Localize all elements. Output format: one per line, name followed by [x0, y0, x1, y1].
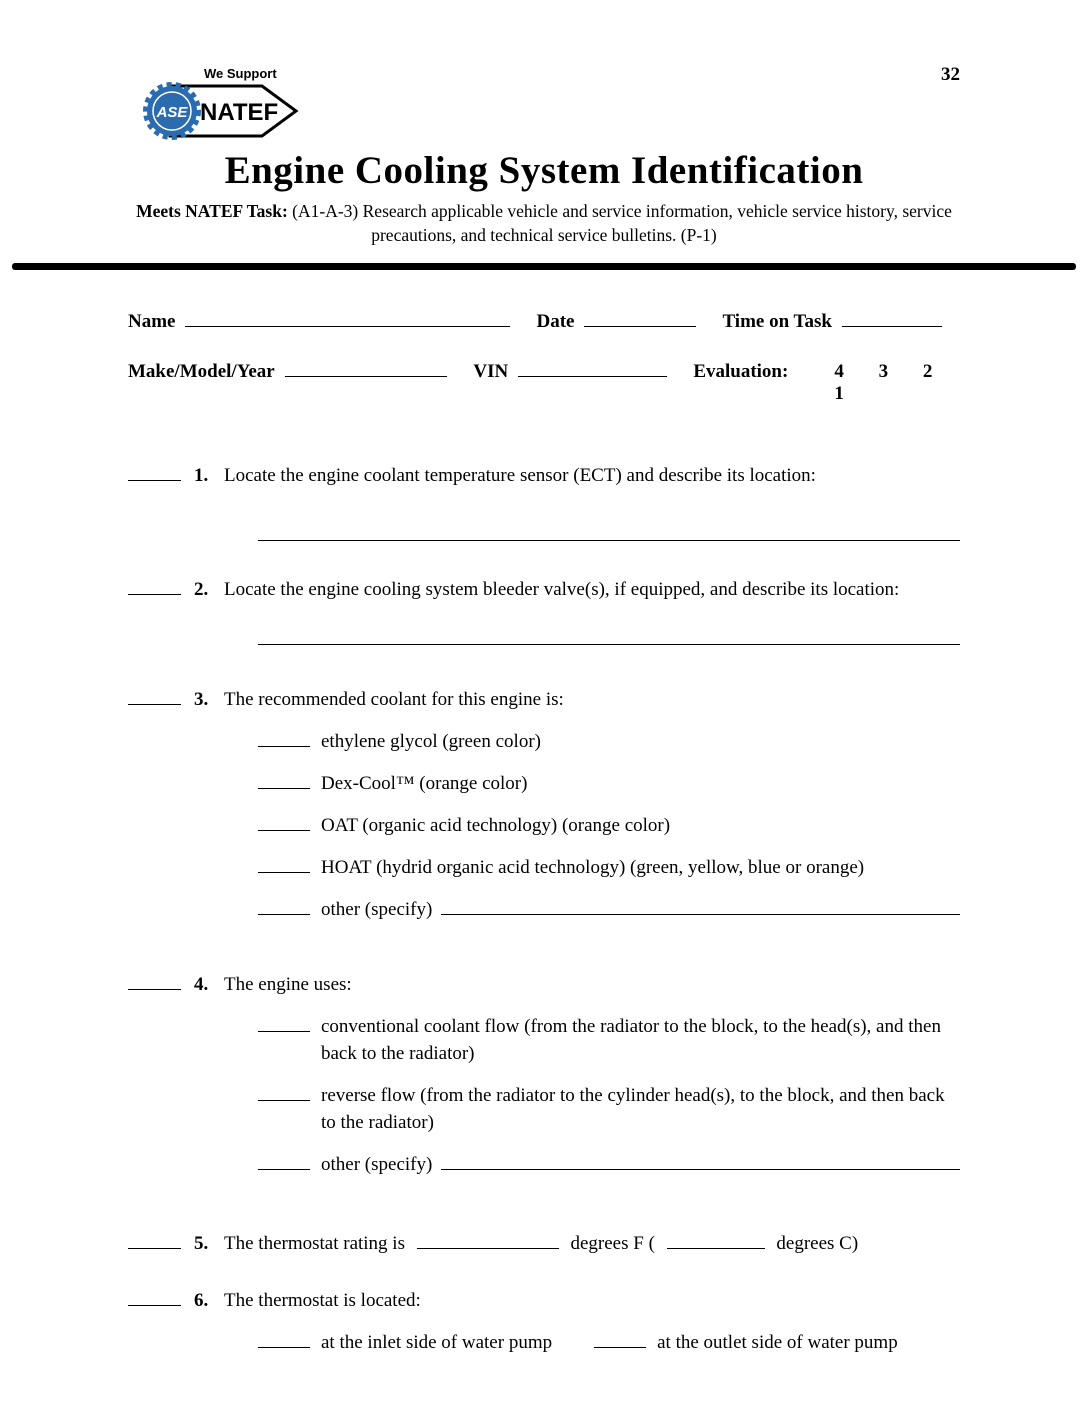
- q3-option-1-checkblank[interactable]: [258, 730, 310, 747]
- q6-inlet-label: at the inlet side of water pump: [321, 1331, 553, 1353]
- q3-option-2-label: Dex-Cool™ (orange color): [321, 773, 528, 795]
- logo-natef-text: NATEF: [200, 99, 279, 126]
- q4-option-2-label: reverse flow (from the radiator to the cylinder head(s), to the block, and then back to the radiator): [321, 1084, 945, 1133]
- q6-inlet-checkblank[interactable]: [258, 1331, 310, 1348]
- q4-options: [258, 1014, 960, 1179]
- make-model-year-label: Make/Model/Year: [128, 361, 275, 383]
- question-6: [128, 1288, 960, 1315]
- header-form-row-2: [128, 360, 960, 405]
- evaluation-score-3: 3: [878, 361, 889, 383]
- page-title: Engine Cooling System Identification: [224, 149, 864, 192]
- q4-text: The engine uses:: [224, 974, 352, 996]
- header-form-row-1: [128, 310, 960, 333]
- q2-number: 2.: [194, 579, 209, 601]
- task-text: (A1-A-3) Research applicable vehicle and service information, vehicle service history, service precautions, and technical service bulletins. (P-1): [292, 201, 952, 246]
- q3-option-hoat: [258, 855, 960, 882]
- vin-label: VIN: [473, 361, 509, 383]
- natef-logo: [130, 56, 310, 156]
- q5-degrees-c-field[interactable]: [667, 1232, 765, 1249]
- question-1: [128, 463, 960, 490]
- q4-option-1-label: conventional coolant flow (from the radiator to the block, to the head(s), and then back to the radiator): [321, 1016, 941, 1064]
- q1-text: Locate the engine coolant temperature sensor (ECT) and describe its location:: [224, 465, 816, 487]
- page-number: 32: [941, 64, 960, 85]
- q3-text: The recommended coolant for this engine is:: [224, 689, 564, 711]
- task-label: Meets NATEF Task:: [136, 201, 288, 221]
- question-4: [128, 972, 960, 999]
- q3-option-5-checkblank[interactable]: [258, 898, 310, 915]
- q1-score-blank[interactable]: [128, 464, 181, 481]
- q4-option-1-checkblank[interactable]: [258, 1015, 310, 1032]
- evaluation-score-4: 4: [834, 361, 844, 383]
- q3-option-4-label: HOAT (hydrid organic acid technology) (green, yellow, blue or orange): [321, 857, 865, 879]
- q3-option-dex-cool: [258, 771, 960, 798]
- date-label: Date: [536, 311, 575, 333]
- q1-number: 1.: [194, 465, 209, 487]
- natef-logo-graphic: [130, 56, 310, 156]
- evaluation-label: Evaluation:: [693, 361, 789, 383]
- name-field[interactable]: [185, 310, 510, 327]
- q3-option-other: [258, 897, 960, 924]
- q2-text: Locate the engine cooling system bleeder valve(s), if equipped, and describe its location:: [224, 579, 900, 601]
- worksheet-content: [0, 310, 1088, 1356]
- q3-option-3-checkblank[interactable]: [258, 814, 310, 831]
- natef-task-statement: [119, 199, 969, 247]
- divider-bar: [12, 263, 1076, 270]
- q1-answer-line[interactable]: [258, 540, 960, 541]
- q4-option-reverse-flow: [258, 1083, 960, 1137]
- q3-option-4-checkblank[interactable]: [258, 856, 310, 873]
- q3-options: [258, 729, 960, 924]
- q5-score-blank[interactable]: [128, 1232, 181, 1249]
- q4-option-3-checkblank[interactable]: [258, 1153, 310, 1170]
- q5-text-part1: The thermostat rating is: [224, 1232, 405, 1254]
- q6-score-blank[interactable]: [128, 1289, 181, 1306]
- q3-other-specify-field[interactable]: [441, 898, 960, 915]
- q4-option-other: [258, 1152, 960, 1179]
- q6-options: [258, 1330, 960, 1357]
- logo-ase-text: ASE: [156, 104, 188, 121]
- make-model-year-field[interactable]: [285, 360, 448, 377]
- q4-other-specify-field[interactable]: [441, 1153, 960, 1170]
- q3-number: 3.: [194, 689, 209, 711]
- q3-option-5-label: other (specify): [321, 899, 433, 921]
- q6-outlet-label: at the outlet side of water pump: [657, 1331, 898, 1353]
- time-on-task-field[interactable]: [842, 310, 942, 327]
- question-2: [128, 577, 960, 604]
- q3-option-ethylene-glycol: [258, 729, 960, 756]
- q6-text: The thermostat is located:: [224, 1289, 421, 1311]
- q4-score-blank[interactable]: [128, 973, 181, 990]
- q3-option-1-label: ethylene glycol (green color): [321, 731, 541, 753]
- vin-field[interactable]: [518, 360, 667, 377]
- evaluation-score-1: 1: [834, 383, 844, 405]
- q6-option-row: [258, 1330, 960, 1357]
- q5-text-part3: degrees C): [776, 1232, 859, 1254]
- q6-outlet-checkblank[interactable]: [594, 1331, 646, 1348]
- q3-option-2-checkblank[interactable]: [258, 772, 310, 789]
- q5-number: 5.: [194, 1232, 209, 1254]
- logo-support-text: We Support: [204, 66, 277, 81]
- time-on-task-label: Time on Task: [722, 311, 832, 333]
- q4-option-2-checkblank[interactable]: [258, 1084, 310, 1101]
- date-field[interactable]: [584, 310, 696, 327]
- q5-text-part2: degrees F (: [570, 1232, 655, 1254]
- question-5: [128, 1231, 960, 1258]
- name-label: Name: [128, 311, 176, 333]
- q4-number: 4.: [194, 974, 209, 996]
- q2-score-blank[interactable]: [128, 578, 181, 595]
- evaluation-score-2: 2: [922, 361, 933, 383]
- q3-option-3-label: OAT (organic acid technology) (orange color): [321, 815, 671, 837]
- q5-text: [224, 1231, 960, 1258]
- q3-option-oat: [258, 813, 960, 840]
- question-3: [128, 687, 960, 714]
- q3-score-blank[interactable]: [128, 688, 181, 705]
- q5-degrees-f-field[interactable]: [417, 1232, 559, 1249]
- q4-option-3-label: other (specify): [321, 1153, 433, 1175]
- q2-answer-line[interactable]: [258, 644, 960, 645]
- evaluation-scores: [804, 361, 960, 405]
- q6-number: 6.: [194, 1289, 209, 1311]
- q4-option-conventional-flow: [258, 1014, 960, 1068]
